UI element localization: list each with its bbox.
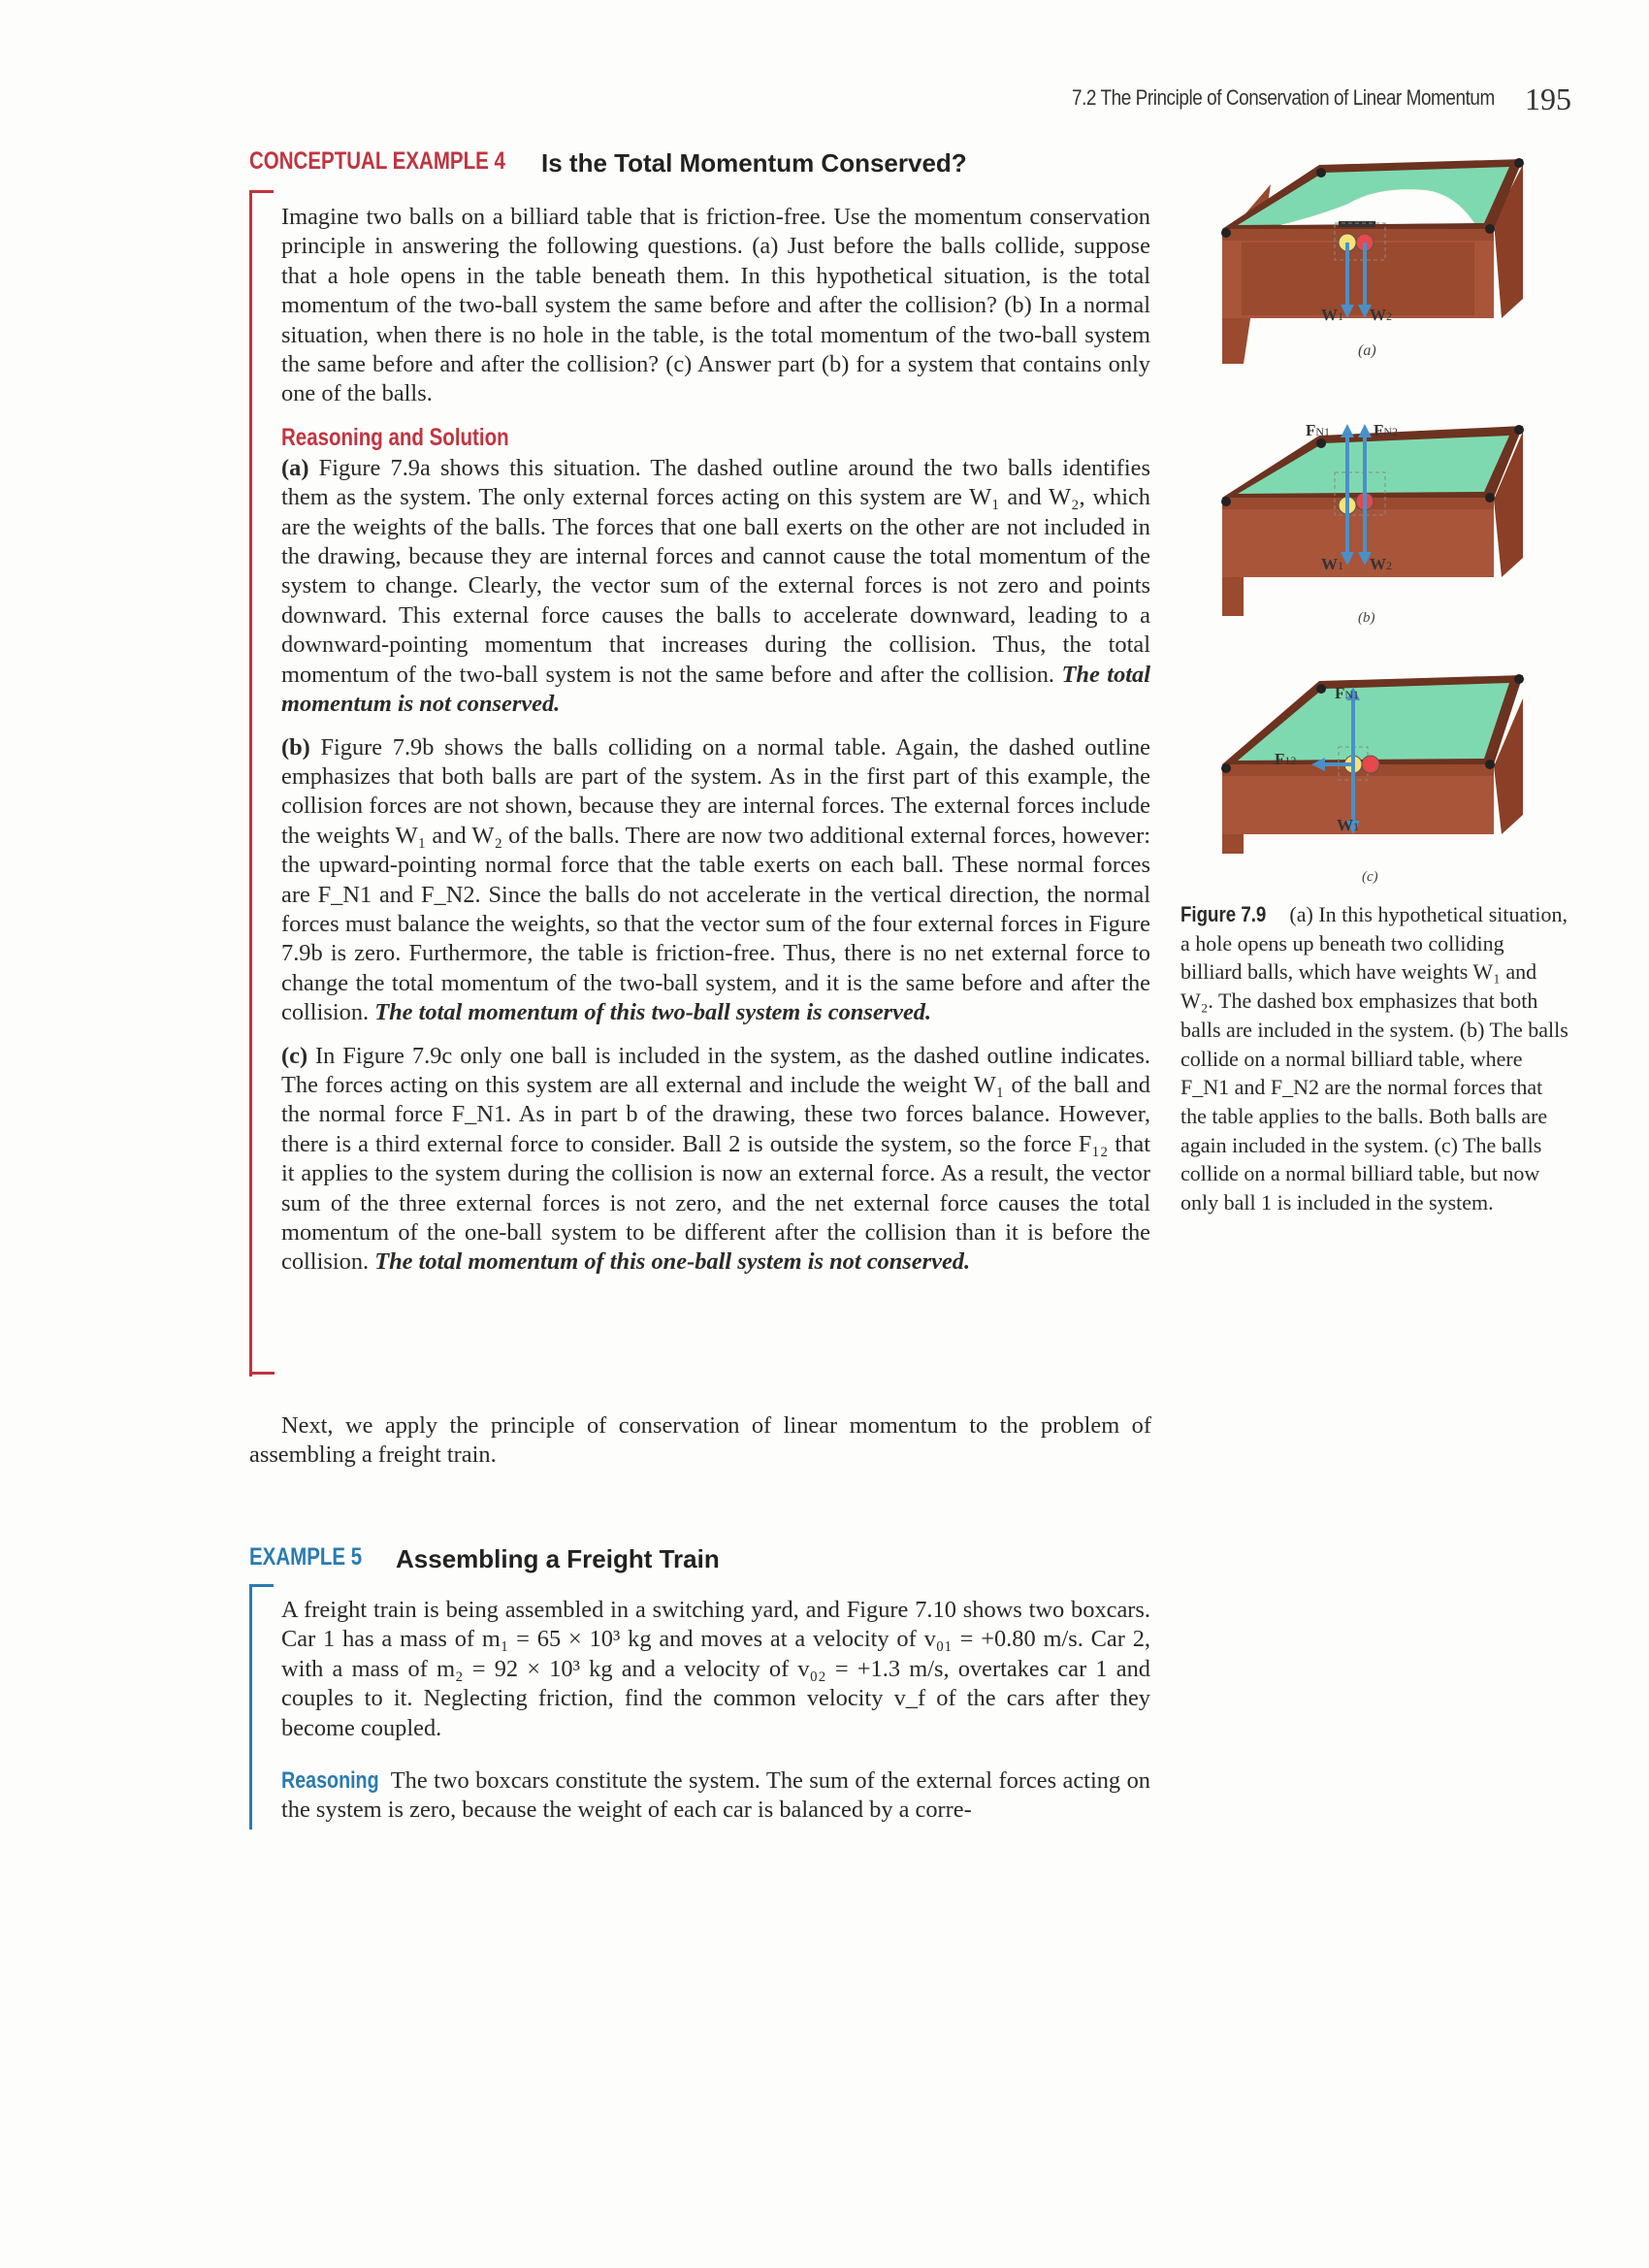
- part-c-text: In Figure 7.9c only one ball is included in the system, as the dashed outline indicates. The forces acting on this system are all external and include the weight W₁ of the ball and the normal force F_N1. As in part b of the drawing, these two forces balance. However, there is a third external force to consider. Ball 2 is outside the system, so the force F₁₂ that it applies to the system during the collision is now an external force. As a result, the vector sum of the three external forces is not zero, and the net external force causes the total momentum of the one-ball system to be different after the collision than it is before the collision.: [281, 1042, 1150, 1276]
- part-a-text: Figure 7.9a shows this situation. The dashed outline around the two balls identifies them as the system. The only external forces acting on this system are W₁ and W₂, which are the weights of the balls. The forces that one ball exerts on the other are not included in the drawing, because they are internal forces and cannot cause the total momentum of the system to change. Clearly, the vector sum of the external forces is not zero and points downward. This external force causes the balls to accelerate downward, leading to a downward-pointing momentum that increases during the collision. Thus, the total momentum of the two-ball system is not the same before and after the collision.: [281, 454, 1150, 688]
- figure-7-9b: [1212, 393, 1581, 635]
- label-w1: W1: [1321, 306, 1343, 324]
- transition-paragraph: Next, we apply the principle of conservation of linear momentum to the problem of assembling a freight train.: [249, 1412, 1151, 1469]
- example4-bracket-bottom: [249, 1372, 275, 1375]
- label-w1: W1: [1321, 555, 1343, 573]
- reasoning-heading: Reasoning and Solution: [281, 423, 509, 451]
- part-a-label: (a): [281, 454, 309, 481]
- example5-body: [281, 1596, 1150, 1839]
- panel-c-tag: (c): [1362, 869, 1378, 885]
- part-c-label: (c): [281, 1042, 308, 1069]
- label-w2: W2: [1370, 306, 1392, 324]
- figure-label: Figure 7.9: [1180, 902, 1267, 926]
- example5-reasoning: [281, 1766, 1150, 1826]
- example5-label: EXAMPLE 5: [249, 1543, 363, 1571]
- label-fn1: FN1: [1335, 684, 1360, 702]
- label-w2: W2: [1370, 555, 1392, 573]
- example5-problem: A freight train is being assembled in a switching yard, and Figure 7.10 shows two boxcars. Car 1 has a mass of m₁ = 65 × 10³ kg and moves at a velocity of v₀₁ = +0.80 m/s. Car 2, with a mass of m₂ = 92 × 10³ kg and a velocity of v₀₂ = +1.3 m/s, overtakes car 1 and couples to it. Neglecting friction, find the common velocity v_f of the cars after they become coupled.: [281, 1597, 1150, 1741]
- example4-bracket: [249, 190, 274, 1377]
- figure-7-9-caption: [1180, 900, 1568, 1217]
- part-a-conclusion: The total momentum is not conserved.: [281, 661, 1151, 718]
- example4-title: Is the Total Momentum Conserved?: [541, 148, 967, 178]
- label-fn2: FN2: [1374, 421, 1399, 439]
- example5-bracket: [249, 1584, 274, 1830]
- label-w1: W1: [1337, 816, 1359, 834]
- part-b-text: Figure 7.9b shows the balls colliding on a normal table. Again, the dashed outline emphasizes that both balls are part of the system. As in the first part of this example, the collision forces are not shown, because they are internal forces. The external forces include the weights W₁ and W₂ of the balls. There are now two additional external forces, however: the upward-pointing normal force that the table exerts on each ball. These normal forces are F_N1 and F_N2. Since the balls do not accelerate in the vertical direction, the normal forces must balance the weights, so that the vector sum of the four external forces in Figure 7.9b is zero. Furthermore, the table is friction-free. Thus, there is no net external force to change the total momentum of the two-ball system, and it is the same before and after the collision.: [281, 733, 1150, 1026]
- figure-7-9c: [1212, 660, 1581, 892]
- running-head: 7.2 The Principle of Conservation of Linear Momentum: [1072, 85, 1495, 110]
- example5-title: Assembling a Freight Train: [396, 1544, 720, 1573]
- part-c: [281, 1042, 1150, 1278]
- panel-b-tag: (b): [1358, 610, 1375, 626]
- example4-problem: Imagine two balls on a billiard table that is friction-free. Use the momentum conservation principle in answering the following questions. (a) Just before the balls collide, suppose that a hole opens in the table beneath them. In this hypothetical situation, is the total momentum of the two-ball system the same before and after the collision? (b) In a normal situation, when there is no hole in the table, is the total momentum of the two-ball system the same before and after the collision? (c) Answer part (b) for a system that contains only one of the balls.: [281, 204, 1150, 407]
- example4-label: CONCEPTUAL EXAMPLE 4: [249, 147, 505, 175]
- part-a: [281, 454, 1150, 720]
- panel-a-tag: (a): [1358, 342, 1376, 359]
- figure-7-9a: [1212, 146, 1581, 369]
- part-b-conclusion: The total momentum of this two-ball system is conserved.: [374, 999, 932, 1026]
- label-fn1: FN1: [1306, 421, 1331, 439]
- example4-body: [281, 203, 1150, 1291]
- label-f12: F12: [1275, 750, 1297, 768]
- part-b-label: (b): [281, 733, 310, 761]
- example5-reasoning-text: The two boxcars constitute the system. The sum of the external forces acting on the system is zero, because the weight of each car is balanced by a corre-: [281, 1767, 1150, 1824]
- part-c-conclusion: The total momentum of this one-ball system is not conserved.: [374, 1248, 971, 1276]
- example5-reasoning-heading: Reasoning: [281, 1767, 379, 1795]
- page-number: 195: [1525, 81, 1571, 116]
- part-b: [281, 733, 1150, 1028]
- figure-caption-text: (a) In this hypothetical situation, a hole opens up beneath two colliding billiard balls, which have weights W₁ and W₂. The dashed box emphasizes that both balls are included in the system. (b) The balls collide on a normal billiard table, where F_N1 and F_N2 are the normal forces that the table applies to the balls. Both balls are again included in the system. (c) The balls collide on a normal billiard table, but now only ball 1 is included in the system.: [1180, 902, 1568, 1215]
